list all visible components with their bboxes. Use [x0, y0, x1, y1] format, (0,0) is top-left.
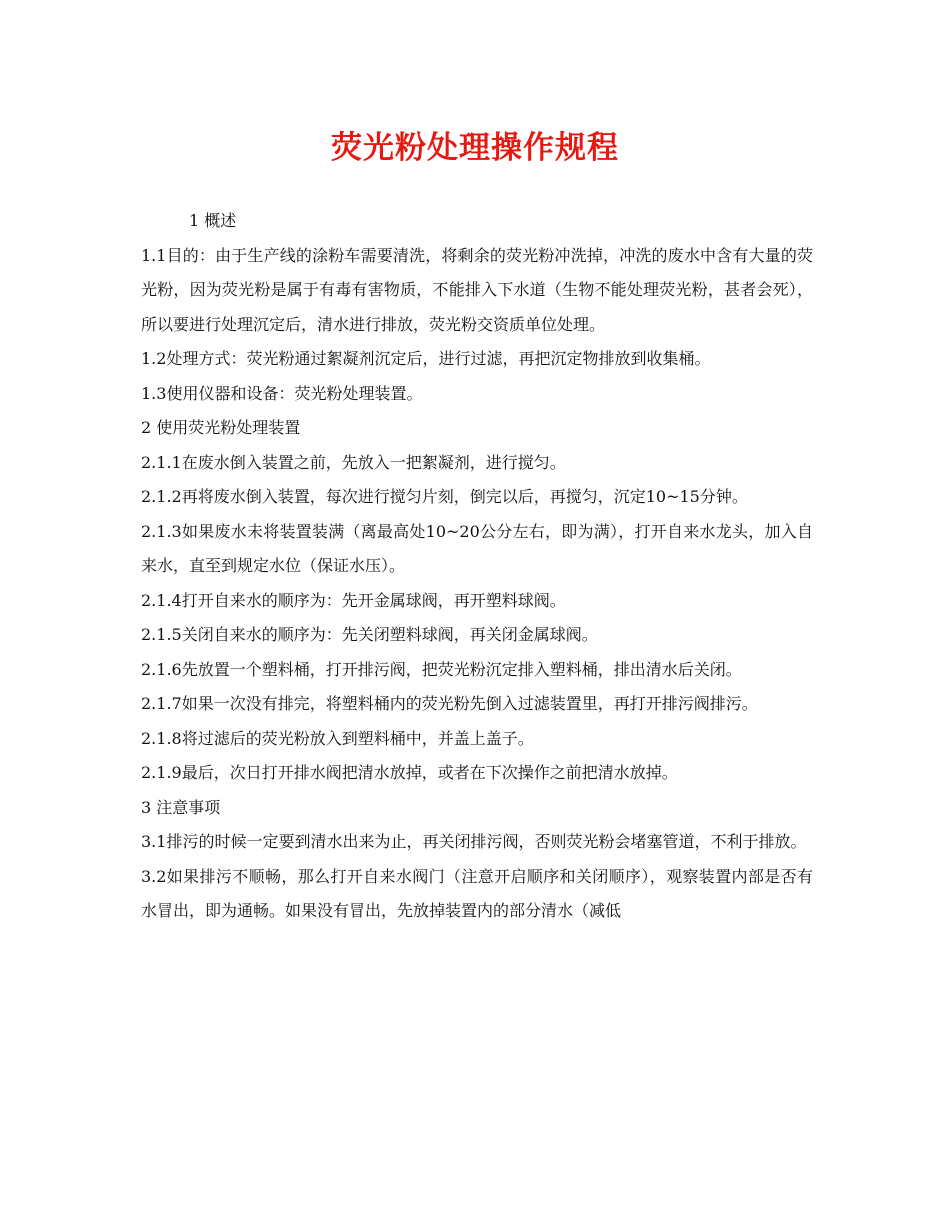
paragraph: 2.1.5关闭自来水的顺序为：先关闭塑料球阀，再关闭金属球阀。 — [141, 625, 598, 644]
paragraph: 2.1.2再将废水倒入装置，每次进行搅匀片刻，倒完以后，再搅匀，沉定10~15分钟。 — [141, 487, 748, 506]
paragraph: 1.1目的：由于生产线的涂粉车需要清洗，将剩余的荧光粉冲洗掉，冲洗的废水中含有大量的荧光粉，因为荧光粉是属于有毒有害物质，不能排入下水道（生物不能处理荧光粉，甚者会死），所以要进行处理沉定后，清水进行排放，荧光粉交资质单位处理。 — [141, 245, 813, 334]
paragraph: 2.1.1在废水倒入装置之前，先放入一把絮凝剂，进行搅匀。 — [141, 452, 566, 472]
paragraph: 3.1排污的时候一定要到清水出来为止，再关闭排污阀，否则荧光粉会堵塞管道，不利于排放。 — [141, 832, 807, 851]
paragraph: 1.3使用仪器和设备：荧光粉处理装置。 — [141, 383, 423, 403]
paragraph: 1.2处理方式：荧光粉通过絮凝剂沉定后，进行过滤，再把沉定物排放到收集桶。 — [141, 349, 711, 368]
document-body — [141, 204, 813, 929]
section-heading: 2 使用荧光粉处理装置 — [141, 418, 301, 437]
paragraph: 2.1.7如果一次没有排完，将塑料桶内的荧光粉先倒入过滤装置里，再打开排污阀排污。 — [141, 694, 758, 713]
paragraph: 2.1.3如果废水未将装置装满（离最高处10~20公分左右，即为满），打开自来水龙头，加入自来水，直至到规定水位（保证水压）。 — [141, 521, 813, 575]
paragraph: 3.2如果排污不顺畅，那么打开自来水阀门（注意开启顺序和关闭顺序），观察装置内部是否有水冒出，即为通畅。如果没有冒出，先放掉装置内的部分清水（减低 — [141, 866, 813, 920]
paragraph: 2.1.9最后，次日打开排水阀把清水放掉，或者在下次操作之前把清水放掉。 — [141, 763, 678, 782]
paragraph: 2.1.4打开自来水的顺序为：先开金属球阀，再开塑料球阀。 — [141, 590, 566, 610]
document-title: 荧光粉处理操作规程 — [331, 130, 619, 166]
section-heading: 1 概述 — [189, 211, 237, 230]
paragraph: 2.1.6先放置一个塑料桶，打开排污阀，把荧光粉沉定排入塑料桶，排出清水后关闭。 — [141, 659, 742, 679]
paragraph: 2.1.8将过滤后的荧光粉放入到塑料桶中，并盖上盖子。 — [141, 728, 534, 748]
section-heading: 3 注意事项 — [141, 797, 221, 817]
